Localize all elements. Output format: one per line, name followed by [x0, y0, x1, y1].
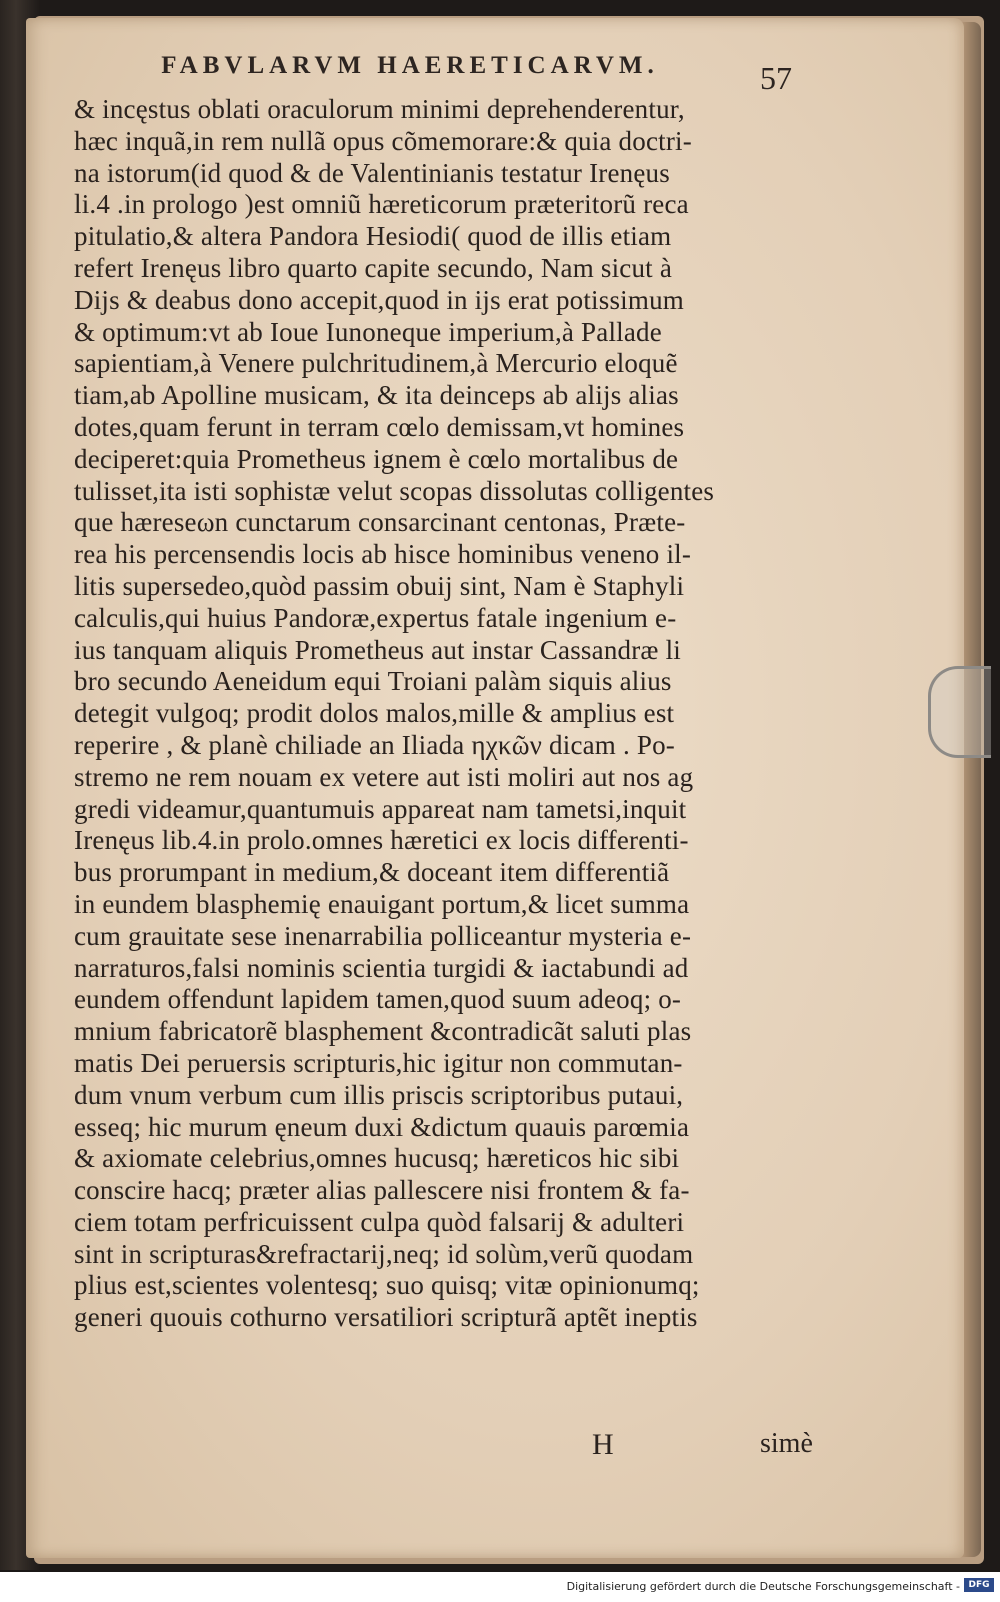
dfg-logo: DFG [964, 1578, 994, 1592]
text-line: detegit vulgoq; prodit dolos malos,mille & amplius est [74, 698, 675, 729]
text-line: pitulatio,& altera Pandora Hesiodi( quod de illis etiam [74, 221, 672, 252]
text-line: gredi videamur,quantumuis appareat nam tametsi,inquit [74, 793, 687, 824]
running-header: FABVLARVM HAERETICARVM. [161, 52, 659, 79]
text-line: ius tanquam aliquis Prometheus aut instar Cassandræ li [74, 634, 681, 665]
text-line: li.4 .in prologo )est omniũ hæreticorum præteritorũ reca [74, 189, 689, 220]
text-line: tiam,ab Apolline musicam, & ita deinceps ab alijs alias [74, 380, 679, 411]
text-line: sint in scripturas&refractarij,neq; id solùm,verũ quodam [74, 1238, 694, 1269]
text-line: esseq; hic murum ęneum duxi &dictum quauis parœmia [74, 1111, 690, 1142]
signature-mark: H [592, 1428, 614, 1461]
text-line: dotes,quam ferunt in terram cœlo demissam,vt homines [74, 411, 685, 442]
text-line: bro secundo Aeneidum equi Troiani palàm siquis alius [74, 666, 672, 697]
text-line: & axiomate celebrius,omnes hucusq; hæreticos hic sibi [74, 1143, 680, 1174]
text-line: litis supersedeo,quòd passim obuij sint, Nam è Staphyli [74, 570, 685, 601]
text-line: dum vnum verbum cum illis priscis scriptoribus putaui, [74, 1079, 684, 1110]
text-line: hæc inquã,in rem nullã opus cõmemorare:& quia doctri- [74, 125, 692, 156]
folio-number: 57 [760, 60, 792, 96]
text-line: cum grauitate sese inenarrabilia polliceantur mysteria e- [74, 920, 692, 951]
text-line: conscire hacq; præter alias pallescere nisi frontem & fa- [74, 1175, 690, 1206]
text-line: in eundem blasphemię enauigant portum,& licet summa [74, 888, 690, 919]
footer-credit: Digitalisierung gefördert durch die Deutsche Forschungsgemeinschaft - [566, 1580, 960, 1593]
text-line: eundem offendunt lapidem tamen,quod suum adeoq; o- [74, 984, 682, 1015]
text-line: refert Irenęus libro quarto capite secundo, Nam sicut à [74, 252, 673, 283]
text-line: narraturos,falsi nominis scientia turgidi & iactabundi ad [74, 952, 689, 983]
text-line: mnium fabricatorẽ blasphement &contradicãt saluti plas [74, 1016, 692, 1047]
catchword: simè [760, 1428, 813, 1459]
text-line: bus prorumpant in medium,& doceant item differentiã [74, 857, 670, 888]
text-line: Dijs & deabus dono accepit,quod in ijs erat potissimum [74, 284, 684, 315]
text-line: que hæreseωn cunctarum consarcinant centonas, Præte- [74, 507, 686, 538]
page-clip [928, 666, 991, 758]
footer-bar [0, 1572, 1000, 1602]
text-line: & incęstus oblati oraculorum minimi deprehenderentur, [74, 94, 685, 124]
text-line: matis Dei peruersis scripturis,hic igitur non commutan- [74, 1047, 683, 1078]
text-line: ciem totam perfricuissent culpa quòd falsarij & adulteri [74, 1206, 685, 1237]
text-line: sapientiam,à Venere pulchritudinem,à Mercurio eloquẽ [74, 348, 678, 379]
text-line: reperire , & planè chiliade an Iliada ηχκῶν dicam . Po- [74, 729, 675, 760]
text-line: tulisset,ita isti sophistæ velut scopas dissolutas colligentes [74, 475, 715, 506]
text-line: na istorum(id quod & de Valentinianis testatur Irenęus [74, 157, 670, 188]
text-line: Irenęus lib.4.in prolo.omnes hæretici ex locis differenti- [74, 825, 689, 856]
text-line: calculis,qui huius Pandoræ,expertus fatale ingenium e- [74, 602, 677, 633]
text-line: plius est,scientes volentesq; suo quisq; vitæ opinionumq; [74, 1270, 700, 1301]
text-line: stremo ne rem nouam ex vetere aut isti moliri aut nos ag [74, 761, 694, 792]
text-line: & optimum:vt ab Ioue Iunoneque imperium,à Pallade [74, 316, 662, 347]
text-line: rea his percensendis locis ab hisce hominibus veneno il- [74, 539, 692, 570]
text-line: deciperet:quia Prometheus ignem è cœlo mortalibus de [74, 443, 679, 474]
text-line: generi quouis cothurno versatiliori scripturã aptẽt ineptis [74, 1302, 698, 1333]
body-text [74, 94, 794, 1334]
